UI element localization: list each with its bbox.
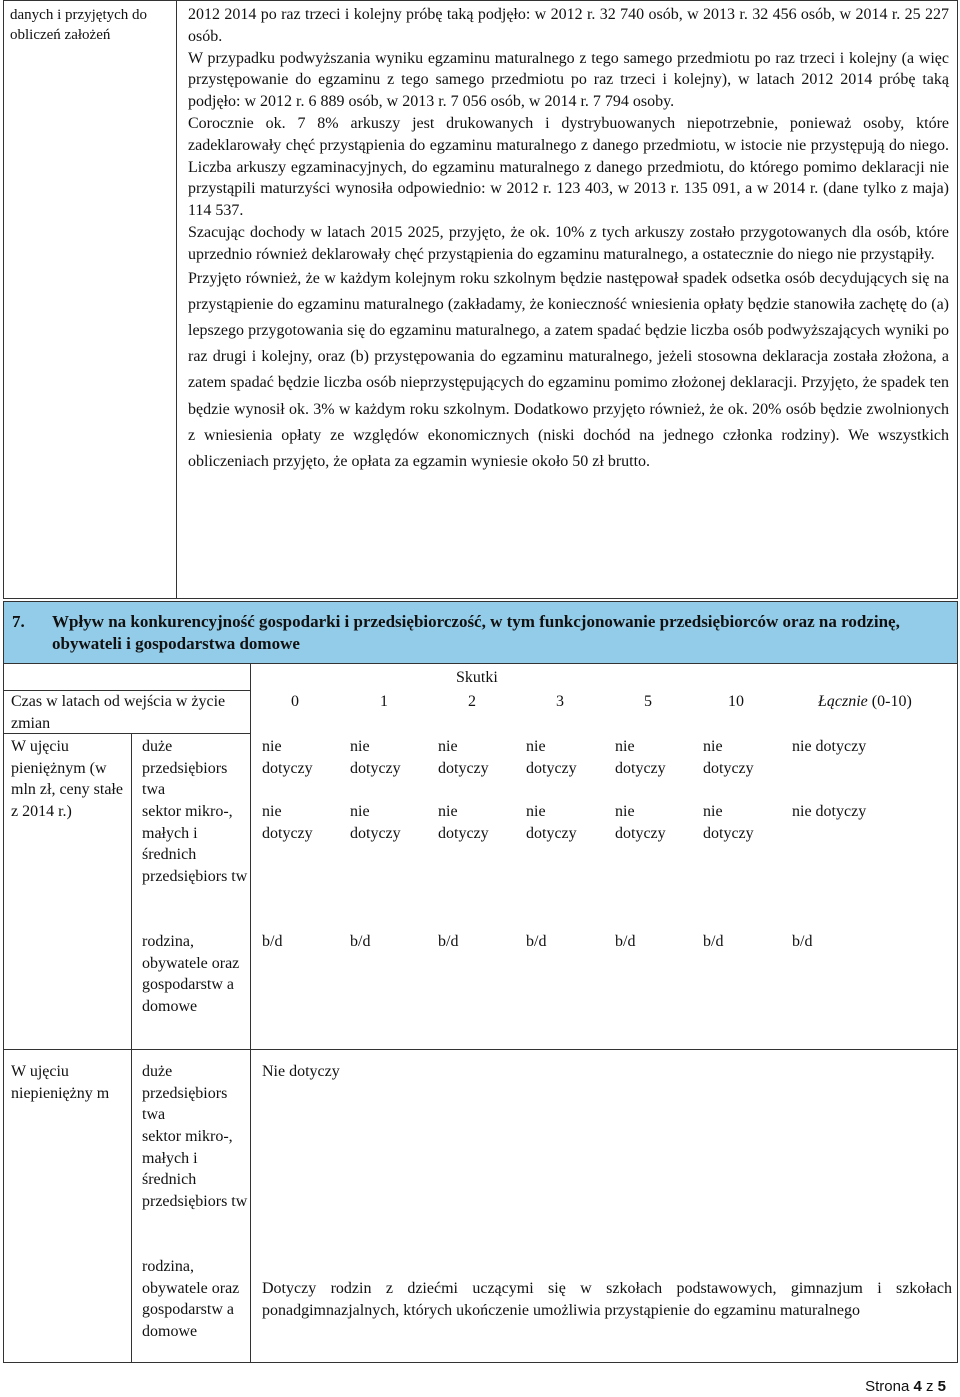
value-total: nie dotyczy — [792, 803, 867, 820]
section-title: Wpływ na konkurencyjność gospodarki i przedsiębiorczość, w tym funkcjonowanie przedsiębiorców oraz na rodzinę, obywateli i gospodarstwa domowe — [52, 612, 900, 653]
value-cell: nie dotyczy — [438, 803, 489, 842]
value-cell: nie dotyczy — [703, 803, 754, 842]
total-range: (0-10) — [871, 693, 912, 710]
paragraph-4: Szacując dochody w latach 2015 2025, przyjęto, że ok. 10% z tych arkuszy zostało przygotowanych dla osób, które uprzednio również deklarowały chęć przystąpienia do egzaminu maturalnego, a ostatecznie do niego nie przystąpiły. — [188, 223, 949, 263]
paragraph-2: W przypadku podwyższania wyniku egzaminu maturalnego z tego samego przedmiotu po raz trzeci i kolejny (a więc przystępowanie do egzaminu z tego samego przedmiotu po raz trzeci i kolejny), w latach 2012 2014 próbę taką podjęło: w 2012 r. 6 889 osób, w 2013 r. 7 056 osób, w 2014 r. 7 794 osoby. — [188, 49, 949, 111]
value-cell: b/d — [526, 933, 547, 950]
value-cell: nie dotyczy — [262, 803, 313, 842]
paragraph-3: Corocznie ok. 7 8% arkuszy jest drukowanych i dystrybuowanych niepotrzebnie, ponieważ osoby, które zadeklarowały chęć przystąpienia do egzaminu maturalnego z danego przedmiotu, w istocie nie przystępują do niego. Liczba arkuszy egzaminacyjnych, do egzaminu maturalnego z danego przedmiotu, do którego pomimo deklaracji nie przystąpili maturzyści wynosiła odpowiednio: w 2012 r. 123 403, w 2013 r. 135 091, a w 2014 r. (dane tylko z maja) 114 537. — [188, 114, 949, 220]
assumptions-table — [3, 0, 958, 599]
divider — [250, 664, 251, 1363]
group-large: duże przedsiębiors twa — [142, 738, 228, 799]
value-cell: nie dotyczy — [350, 803, 401, 842]
year-1: 1 — [380, 693, 388, 710]
nonmonetary-label: W ujęciu niepieniężny m — [11, 1063, 110, 1102]
value-cell: nie dotyczy — [703, 738, 754, 777]
page-current: 4 — [913, 1378, 922, 1395]
group-large-nonmon: duże przedsiębiors twa — [142, 1063, 228, 1124]
value-cell: nie dotyczy — [526, 738, 577, 777]
value-cell: b/d — [615, 933, 636, 950]
value-cell: nie dotyczy — [615, 803, 666, 842]
page-footer — [865, 1376, 946, 1397]
value-cell: b/d — [262, 933, 283, 950]
section-header — [3, 601, 958, 664]
paragraph-5: Przyjęto również, że w każdym kolejnym roku szkolnym będzie następował spadek odsetka osób decydujących się na przystąpienie do egzaminu maturalnego (zakładamy, że konieczność wniesienia opłaty będzie stanowiła zachętę do (a) lepszego przygotowania się do egzaminu maturalnego, a zatem spadać będzie liczba osób podwyższających wyniki po raz drugi i kolejny, oraz (b) przystępowania do egzaminu maturalnego, jeżeli stosowna deklaracja została złożona, a zatem spadać będzie liczba osób nieprzystępujących do egzaminu pomimo złożonej deklaracji. Przyjęto, że spadek ten będzie wynosił ok. 3% w każdym roku szkolnym. Dodatkowo przyjęto również, że ok. 20% osób będzie zwolnionych z wniesienia opłaty ze względów ekonomicznych (niski dochód na jednego członka rodziny). We wszystkich obliczeniach przyjęto, że opłata za egzamin wyniesie około 50 zł brutto. — [188, 269, 949, 470]
nonmonetary-value: Nie dotyczy — [262, 1063, 340, 1080]
value-cell: nie dotyczy — [438, 738, 489, 777]
year-10: 10 — [728, 693, 744, 710]
assumptions-label: danych i przyjętych do obliczeń założeń — [4, 1, 177, 598]
assumptions-text — [178, 1, 957, 475]
value-cell: nie dotyczy — [526, 803, 577, 842]
total-label: Łącznie — [818, 693, 868, 710]
year-0: 0 — [291, 693, 299, 710]
effects-table — [3, 664, 958, 1363]
value-cell: nie dotyczy — [615, 738, 666, 777]
divider — [131, 733, 132, 1363]
group-family-nonmon: rodzina, obywatele oraz gospodarstw a domowe — [142, 1258, 240, 1340]
paragraph-1: 2012 2014 po raz trzeci i kolejny próbę taką podjęło: w 2012 r. 32 740 osób, w 2013 r. 32 456 osób, w 2014 r. 25 227 osób. — [188, 6, 949, 45]
year-3: 3 — [556, 693, 564, 710]
nonmonetary-family-value: Dotyczy rodzin z dziećmi uczącymi się w szkołach podstawowych, gimnazjum i szkołach ponadgimnazjalnych, których ukończenie umożliwia przystąpienie do egzaminu maturalnego — [262, 1280, 952, 1319]
monetary-label: W ujęciu pieniężnym (w mln zł, ceny stałe z 2014 r.) — [11, 738, 123, 820]
value-cell: nie dotyczy — [350, 738, 401, 777]
time-label: Czas w latach od wejścia w życie zmian — [11, 693, 226, 732]
page-total: 5 — [937, 1378, 946, 1395]
value-total: b/d — [792, 933, 813, 950]
value-total: nie dotyczy — [792, 738, 867, 755]
group-family: rodzina, obywatele oraz gospodarstw a domowe — [142, 933, 240, 1015]
total-header — [818, 691, 912, 713]
divider — [4, 1049, 957, 1050]
skutki-header: Skutki — [456, 669, 498, 686]
group-sme-nonmon: sektor mikro-, małych i średnich przedsiębiors tw — [142, 1128, 248, 1210]
page-label: Strona — [865, 1378, 910, 1395]
year-2: 2 — [468, 693, 476, 710]
value-cell: b/d — [703, 933, 724, 950]
value-cell: b/d — [350, 933, 371, 950]
group-sme: sektor mikro-, małych i średnich przedsiębiors tw — [142, 803, 248, 885]
section-number: 7. — [12, 612, 25, 631]
value-cell: nie dotyczy — [262, 738, 313, 777]
page-of: z — [925, 1378, 934, 1395]
year-5: 5 — [644, 693, 652, 710]
value-cell: b/d — [438, 933, 459, 950]
